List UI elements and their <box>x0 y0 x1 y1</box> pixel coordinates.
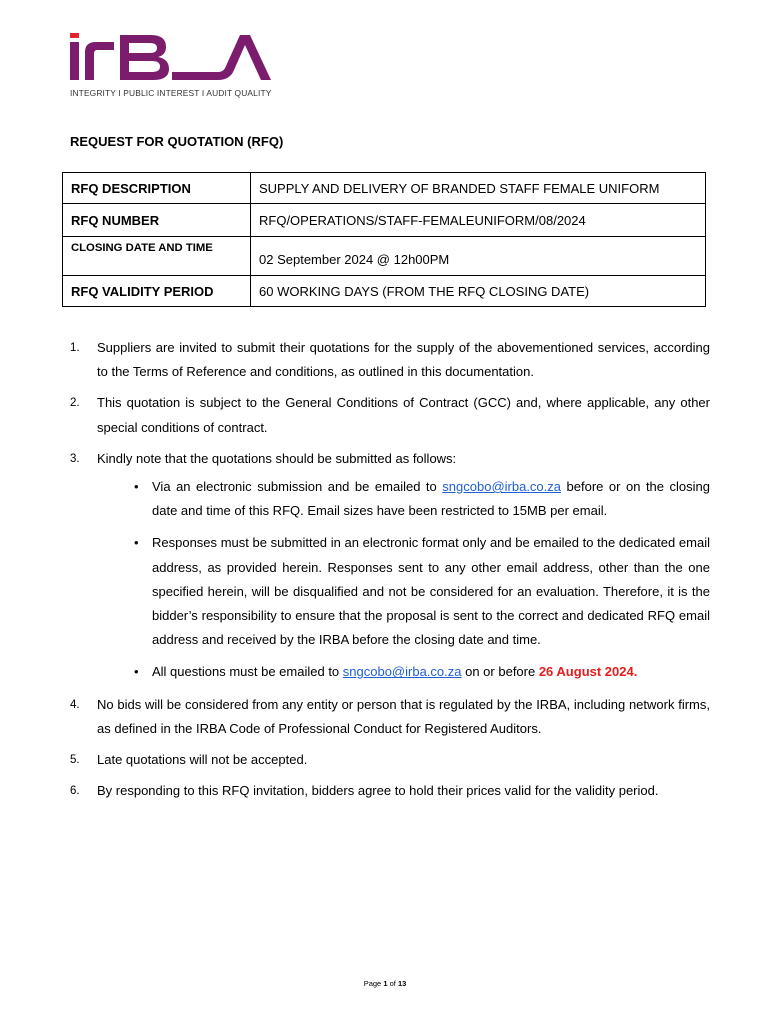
bullet-item <box>97 660 710 684</box>
list-item <box>70 693 710 741</box>
item-number: 1. <box>70 342 80 354</box>
rfq-description-value: SUPPLY AND DELIVERY OF BRANDED STAFF FEMALE UNIFORM <box>251 173 706 204</box>
item-text: Late quotations will not be accepted. <box>97 752 308 768</box>
item-number: 4. <box>70 698 80 711</box>
bullet-text: Responses must be submitted in an electronic format only and be emailed to the dedicated email address, as provided herein. Responses sent to any other email address, other than the one specified herein, will be disqualified and not be considered for an evaluation. Therefore, it is the bidder’s responsibility to ensure that the proposal is sent to the correct and dedicated RFQ email address and received by the IRBA before the closing date and time. <box>152 535 710 648</box>
page-title: REQUEST FOR QUOTATION (RFQ) <box>70 134 284 149</box>
item-number: 5. <box>70 754 80 767</box>
bullet-text: All questions must be emailed to <box>152 664 343 680</box>
list-item <box>70 391 710 439</box>
item-text: By responding to this RFQ invitation, bidders agree to hold their prices valid for the validity period. <box>97 783 659 799</box>
footer-of-word: of <box>389 979 396 988</box>
rfq-number-label: RFQ NUMBER <box>63 204 251 237</box>
bullet-text: before or on the closing date and time of this RFQ. Email sizes have been restricted to 15MB per email. <box>152 479 710 519</box>
footer-page-total: 13 <box>397 979 407 988</box>
email-link[interactable]: sngcobo@irba.co.za <box>442 479 562 495</box>
footer-page-number: 1 <box>383 979 388 988</box>
bullet-icon: • <box>134 479 139 495</box>
bullet-icon: • <box>134 664 139 680</box>
item-number: 6. <box>70 785 80 798</box>
list-item <box>70 748 710 772</box>
closing-date-label: CLOSING DATE AND TIME <box>63 237 251 276</box>
rfq-info-table <box>62 172 706 307</box>
deadline-date: 26 August 2024. <box>538 664 638 680</box>
item-text: No bids will be considered from any entity or person that is regulated by the IRBA, including network firms, as defined in the IRBA Code of Professional Conduct for Registered Auditors. <box>97 696 710 736</box>
rfq-number-value: RFQ/OPERATIONS/STAFF-FEMALEUNIFORM/08/2024 <box>251 204 706 237</box>
bullet-text: Via an electronic submission and be emailed to <box>152 479 443 495</box>
table-row <box>63 276 706 307</box>
email-link[interactable]: sngcobo@irba.co.za <box>342 664 462 680</box>
bullet-item <box>97 531 710 652</box>
list-item <box>70 336 710 384</box>
list-item <box>70 779 710 803</box>
submission-bullets <box>97 475 710 685</box>
instructions-list <box>70 336 710 810</box>
closing-date-value: 02 September 2024 @ 12h00PM <box>251 237 706 276</box>
item-text: Suppliers are invited to submit their quotations for the supply of the abovementioned services, according to the Terms of Reference and conditions, as outlined in this documentation. <box>97 340 710 380</box>
item-text: Kindly note that the quotations should be submitted as follows: <box>97 450 457 466</box>
table-row <box>63 237 706 276</box>
rfq-description-label: RFQ DESCRIPTION <box>63 173 251 204</box>
table-row <box>63 173 706 204</box>
page-footer <box>0 979 770 988</box>
footer-page-word: Page <box>363 979 382 988</box>
item-number: 2. <box>70 397 80 410</box>
item-number: 3. <box>70 452 80 465</box>
logo-tagline: INTEGRITY I PUBLIC INTEREST I AUDIT QUALITY <box>70 88 272 98</box>
table-row <box>63 204 706 237</box>
validity-period-value: 60 WORKING DAYS (FROM THE RFQ CLOSING DATE) <box>251 276 706 307</box>
item-text: This quotation is subject to the General Conditions of Contract (GCC) and, where applicable, any other special conditions of contract. <box>97 395 710 435</box>
list-item <box>70 447 710 685</box>
bullet-icon: • <box>134 535 139 551</box>
validity-period-label: RFQ VALIDITY PERIOD <box>63 276 251 307</box>
bullet-text: on or before <box>461 664 539 680</box>
bullet-item <box>97 475 710 523</box>
